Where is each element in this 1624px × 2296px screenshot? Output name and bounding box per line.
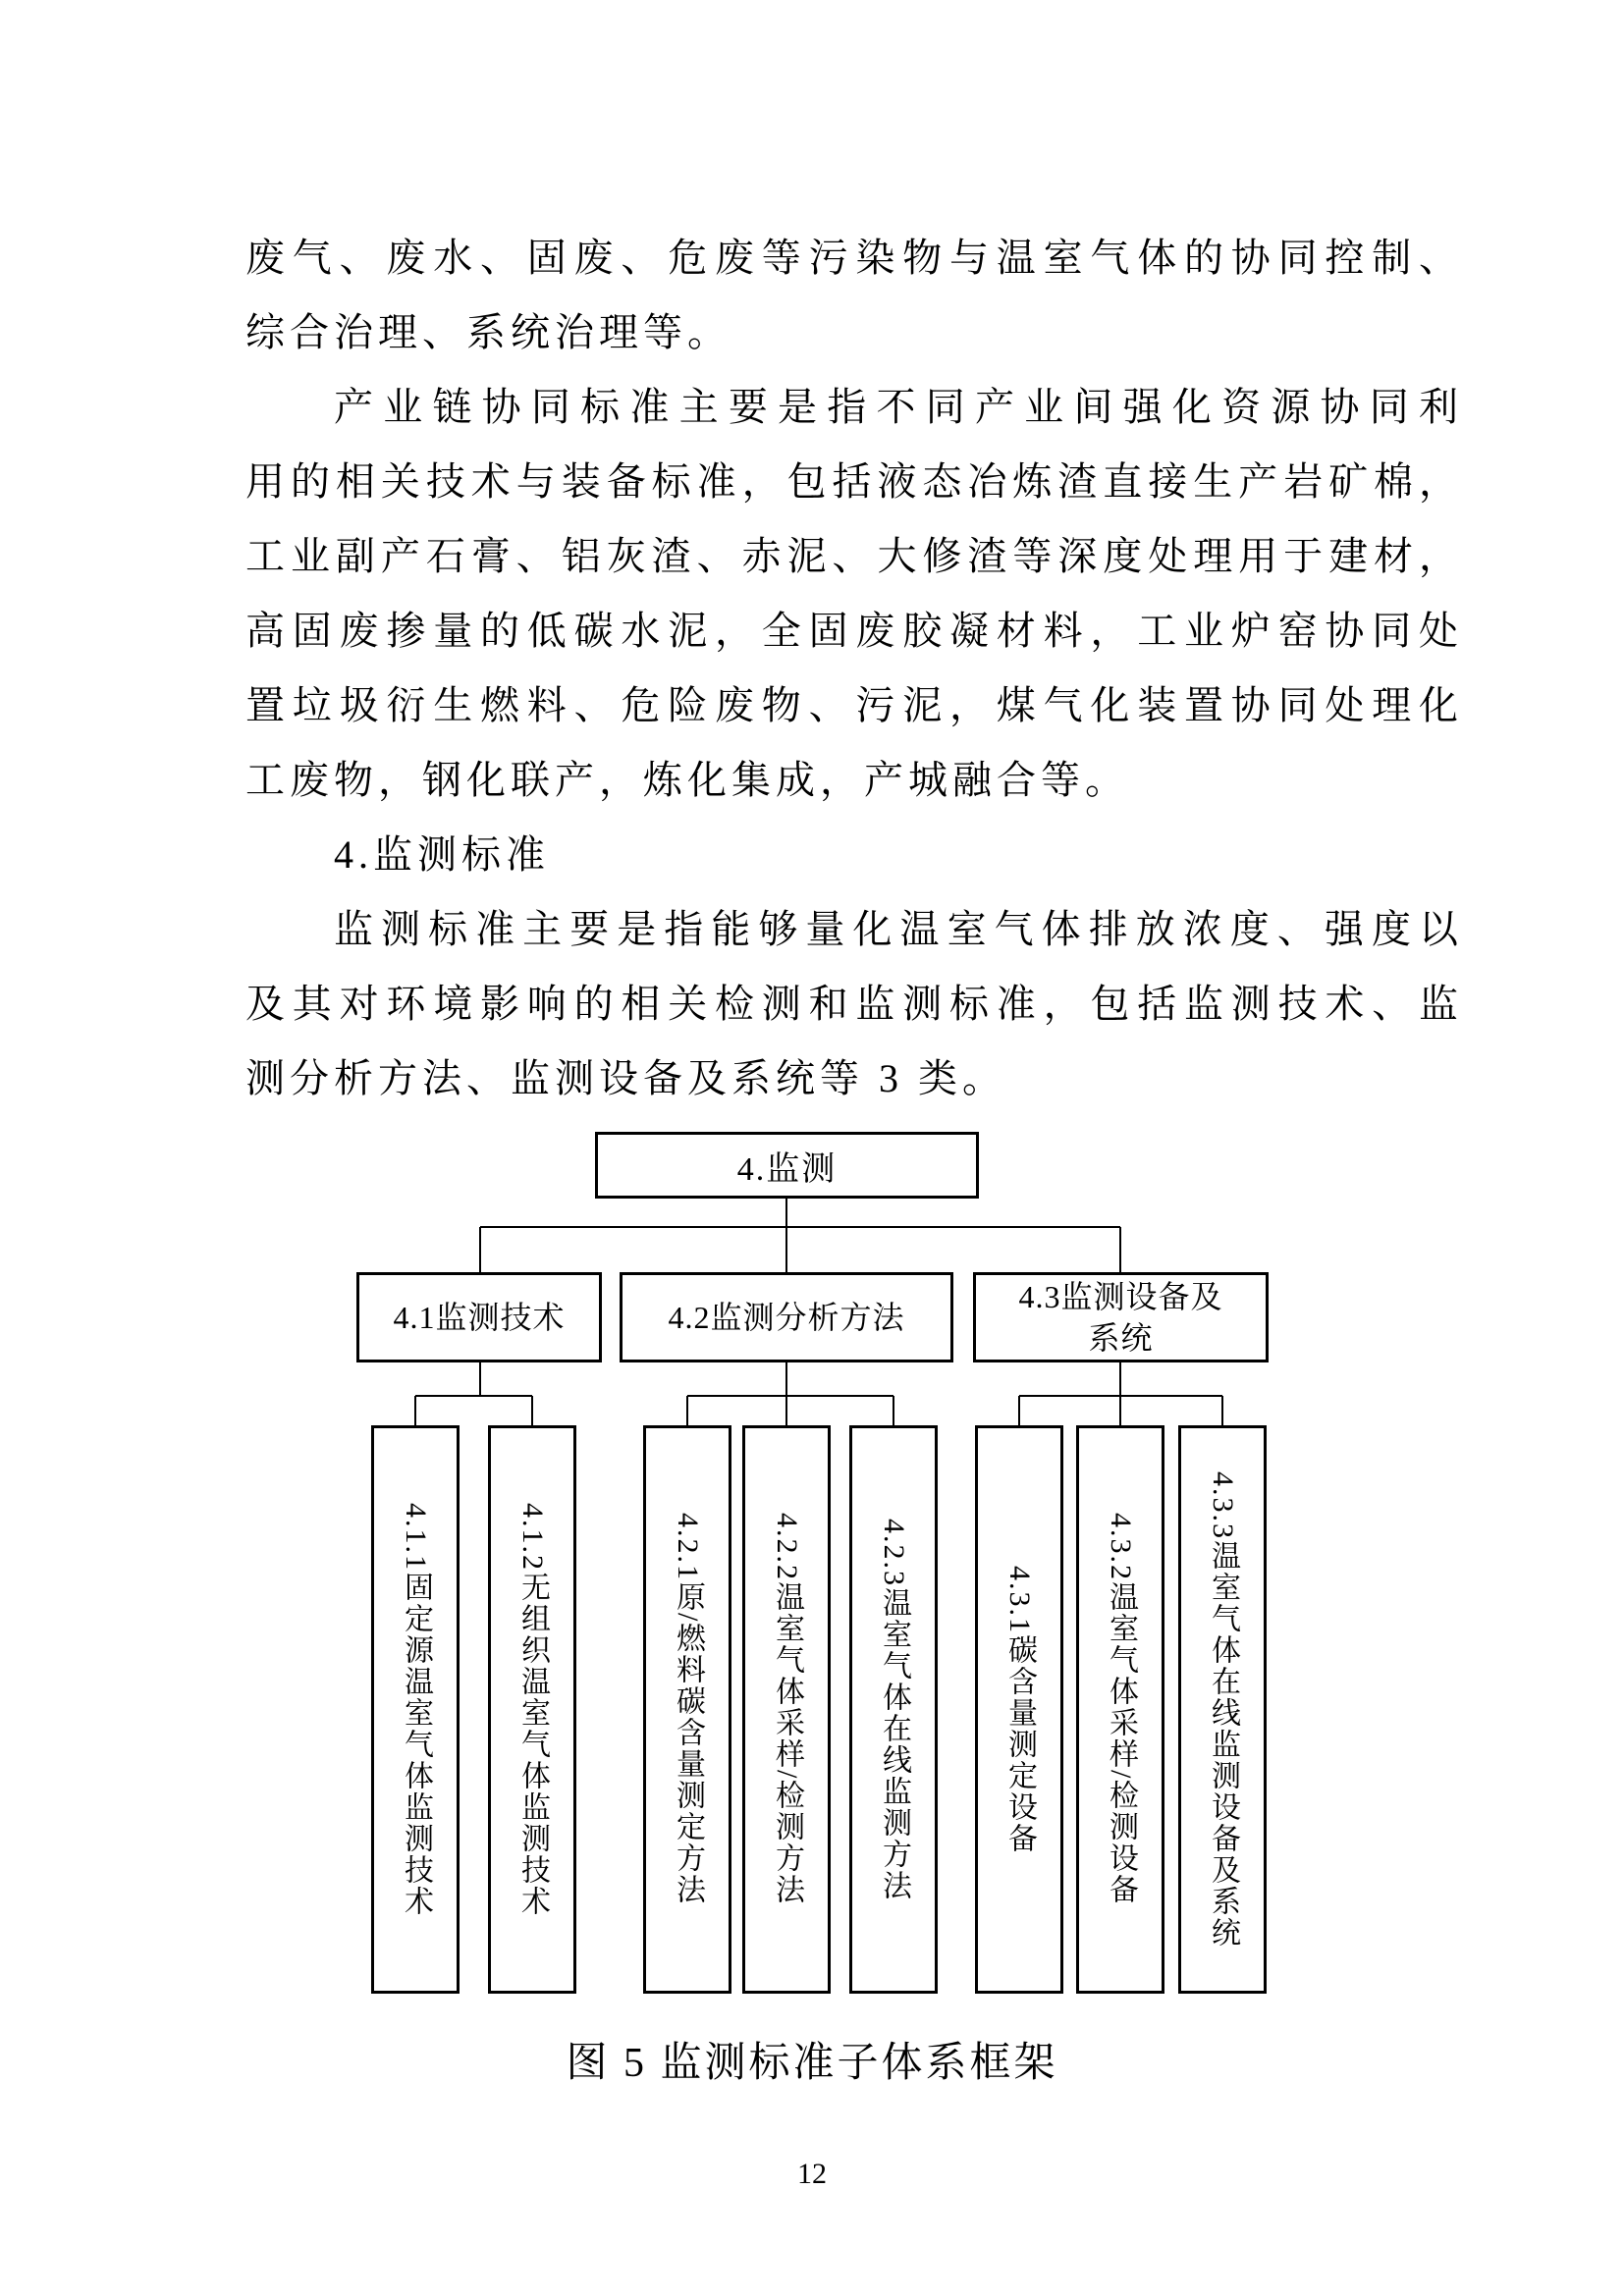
org-box-4-2-label: 4.2监测分析方法	[668, 1300, 905, 1335]
org-box-4-3-2-label: 4.3.2温室气体采样/检测设备	[1105, 1513, 1137, 1906]
org-box-4-1-1-label: 4.1.1固定源温室气体监测技术	[400, 1502, 432, 1917]
org-box-4-1-2	[488, 1425, 576, 1994]
org-box-root-label: 4.监测	[736, 1150, 838, 1188]
org-box-4-2-2-label: 4.2.2温室气体采样/检测方法	[771, 1513, 803, 1906]
body-line: 用的相关技术与装备标准，包括液态冶炼渣直接生产岩矿棉，	[245, 459, 1463, 504]
org-box-4-2-1-label: 4.2.1原/燃料碳含量测定方法	[672, 1513, 704, 1906]
org-box-4-2-3-label: 4.2.3温室气体在线监测方法	[878, 1518, 910, 1901]
figure-caption: 图 5 监测标准子体系框架	[566, 2041, 1058, 2086]
org-box-4-2	[620, 1272, 953, 1362]
org-box-4-3-label: 4.3监测设备及系统	[1018, 1279, 1223, 1356]
org-box-4-1-2-label: 4.1.2无组织温室气体监测技术	[516, 1502, 549, 1917]
body-line: 废气、废水、固废、危废等污染物与温室气体的协同控制、	[245, 236, 1463, 280]
org-box-4-2-3	[849, 1425, 938, 1994]
org-box-4-3-1	[975, 1425, 1063, 1994]
org-box-root	[595, 1132, 979, 1199]
body-line: 工业副产石膏、铝灰渣、赤泥、大修渣等深度处理用于建材，	[245, 534, 1463, 578]
org-box-4-1	[356, 1272, 602, 1362]
org-box-4-3-3	[1178, 1425, 1267, 1994]
body-line: 及其对环境影响的相关检测和监测标准，包括监测技术、监	[245, 982, 1463, 1026]
body-line: 产业链协同标准主要是指不同产业间强化资源协同利	[334, 385, 1463, 429]
org-box-4-3-2	[1076, 1425, 1164, 1994]
org-box-4-3-1-label: 4.3.1碳含量测定设备	[1003, 1565, 1036, 1854]
body-line: 监测标准主要是指能够量化温室气体排放浓度、强度以	[334, 907, 1463, 951]
body-line: 置垃圾衍生燃料、危险废物、污泥，煤气化装置协同处理化	[245, 683, 1463, 727]
body-line: 综合治理、系统治理等。	[245, 310, 731, 354]
body-line: 高固废掺量的低碳水泥，全固废胶凝材料，工业炉窑协同处	[245, 609, 1463, 653]
org-box-4-2-1	[643, 1425, 731, 1994]
org-box-4-3-3-label: 4.3.3温室气体在线监测设备及系统	[1207, 1470, 1239, 1949]
body-line: 测分析方法、监测设备及系统等 3 类。	[245, 1056, 1006, 1100]
org-box-4-1-1	[371, 1425, 460, 1994]
org-box-4-2-2	[742, 1425, 831, 1994]
org-box-4-3	[973, 1272, 1269, 1362]
page-number: 12	[797, 2158, 827, 2190]
section-heading: 4.监测标准	[334, 832, 550, 877]
org-box-4-1-label: 4.1监测技术	[393, 1300, 566, 1335]
body-line: 工废物，钢化联产，炼化集成，产城融合等。	[245, 758, 1129, 802]
